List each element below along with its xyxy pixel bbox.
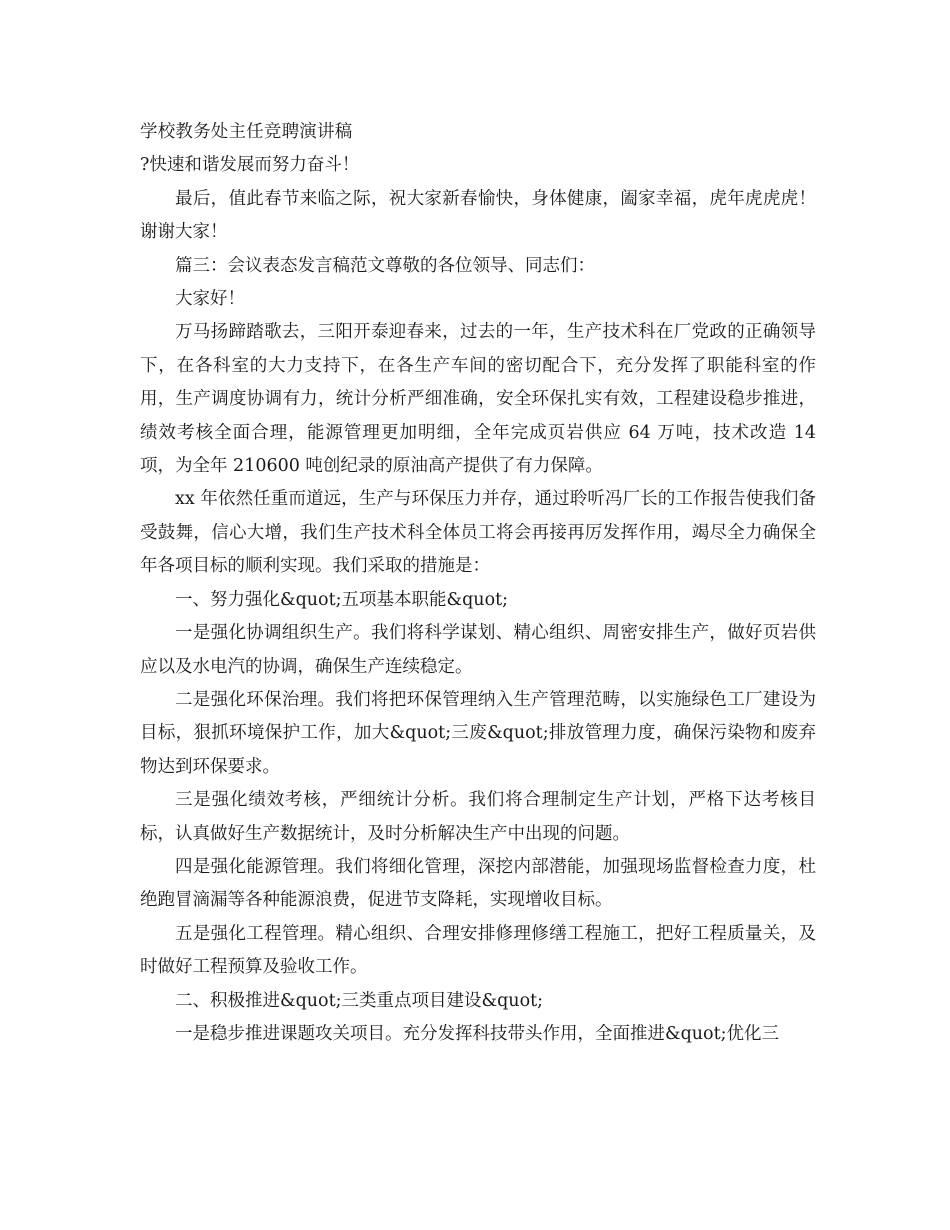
paragraph-section-three-heading: 篇三：会议表态发言稿范文尊敬的各位领导、同志们： bbox=[175, 255, 595, 276]
paragraph-research-projects: 一是稳步推进课题攻关项目。充分发挥科技带头作用，全面推进&quot;优化三 bbox=[175, 1023, 780, 1044]
paragraph-closing-wishes: 最后，值此春节来临之际，祝大家新春愉快，身体健康，阖家幸福，虎年虎虎虎！谢谢大家！ bbox=[140, 188, 816, 243]
paragraph-energy: 四是强化能源管理。我们将细化管理，深挖内部潜能，加强现场监督检查力度，杜绝跑冒滴漏等各种能源浪费，促进节支降耗，实现增收目标。 bbox=[140, 856, 816, 911]
paragraph-coordination: 一是强化协调组织生产。我们将科学谋划、精心组织、周密安排生产，做好页岩供应以及水电汽的协调，确保生产连续稳定。 bbox=[140, 623, 816, 677]
paragraph-heading-three-projects: 二、积极推进&quot;三类重点项目建设&quot; bbox=[175, 990, 544, 1011]
paragraph-greeting: 大家好！ bbox=[175, 289, 245, 310]
document-title: 学校教务处主任竞聘演讲稿 bbox=[140, 122, 353, 142]
paragraph-heading-five-functions: 一、努力强化&quot;五项基本职能&quot; bbox=[175, 589, 509, 610]
paragraph-engineering: 五是强化工程管理。精心组织、合理安排修理修缮工程施工，把好工程质量关，及时做好工程预算及验收工作。 bbox=[140, 923, 816, 978]
paragraph-new-year-outlook: xx 年依然任重而道远，生产与环保压力并存，通过聆听冯厂长的工作报告使我们备受鼓舞，信心大增，我们生产技术科全体员工将会再接再厉发挥作用，竭尽全力确保全年各项目标的顺利实现。我们采取的措施是： bbox=[140, 489, 816, 577]
paragraph-annual-review: 万马扬蹄踏歌去，三阳开泰迎春来，过去的一年，生产技术科在厂党政的正确领导下，在各科室的大力支持下，在各生产车间的密切配合下，充分发挥了职能科室的作用，生产调度协调有力，统计分析严细准确，安全环保扎实有效，工程建设稳步推进，绩效考核全面合理，能源管理更加明细，全年完成页岩供应 64 万吨，技术改造 14 项，为全年 210600 吨创纪录的原油高产提供了有力保障。 bbox=[140, 322, 822, 477]
paragraph-performance: 三是强化绩效考核，严细统计分析。我们将合理制定生产计划，严格下达考核目标，认真做好生产数据统计，及时分析解决生产中出现的问题。 bbox=[140, 790, 816, 844]
paragraph-continuation: ?快速和谐发展而努力奋斗！ bbox=[140, 155, 360, 176]
paragraph-environment: 二是强化环保治理。我们将把环保管理纳入生产管理范畴，以实施绿色工厂建设为目标，狠抓环境保护工作，加大&quot;三废&quot;排放管理力度，确保污染物和废弃物达到环保要求。 bbox=[140, 689, 816, 777]
document-body bbox=[140, 116, 822, 1051]
